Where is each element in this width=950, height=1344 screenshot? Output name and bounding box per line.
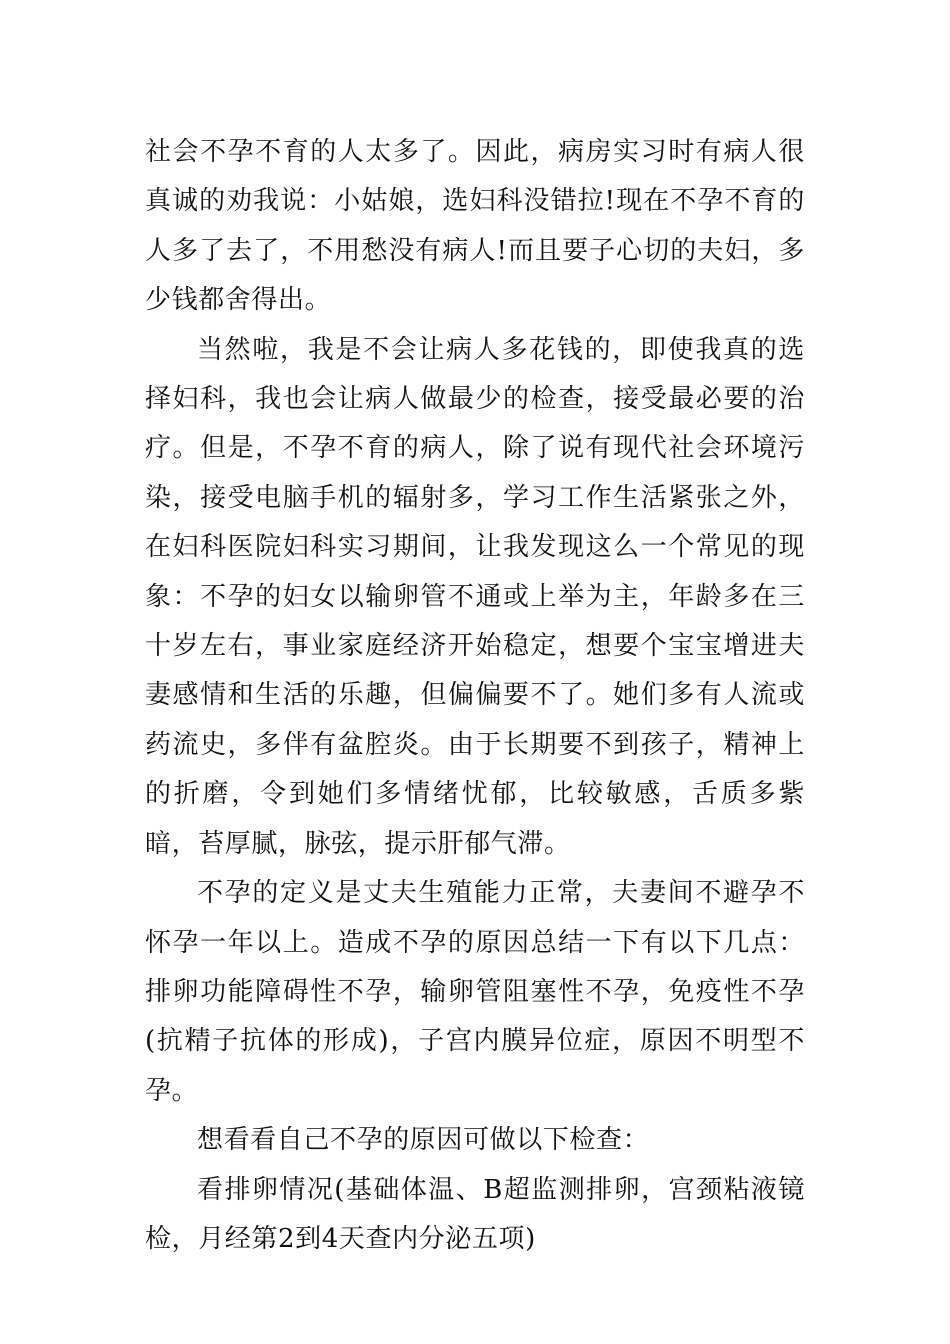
paragraph-definition: 不孕的定义是丈夫生殖能力正常，夫妻间不避孕不怀孕一年以上。造成不孕的原因总结一下有以下几点：排卵功能障碍性不孕，输卵管阻塞性不孕，免疫性不孕(抗精子抗体的形成)，子宫内膜异位症，原因不明型不孕。 [145,878,805,1106]
paragraph-exam-intro: 想看看自己不孕的原因可做以下检查： [197,1125,650,1156]
paragraph-ovulation-check: 看排卵情况(基础体温、B超监测排卵，宫颈粘液镜检，月经第2到4天查内分泌五项) [145,1174,805,1254]
paragraph-observation: 当然啦，我是不会让病人多花钱的，即使我真的选择妇科，我也会让病人做最少的检查，接受最必要的治疗。但是，不孕不育的病人，除了说有现代社会环境污染，接受电脑手机的辐射多，学习工作生活紧张之外，在妇科医院妇科实习期间，让我发现这么一个常见的现象：不孕的妇女以输卵管不通或上举为主，年龄多在三十岁左右，事业家庭经济开始稳定，想要个宝宝增进夫妻感情和生活的乐趣，但偏偏要不了。她们多有人流或药流史，多伴有盆腔炎。由于长期要不到孩子，精神上的折磨，令到她们多情绪忧郁，比较敏感，舌质多紫暗，苔厚腻，脉弦，提示肝郁气滞。 [145,334,805,859]
paragraph-continuation: 社会不孕不育的人太多了。因此，病房实习时有病人很真诚的劝我说：小姑娘，选妇科没错拉!现在不孕不育的人多了去了，不用愁没有病人!而且要子心切的夫妇，多少钱都舍得出。 [145,137,805,316]
